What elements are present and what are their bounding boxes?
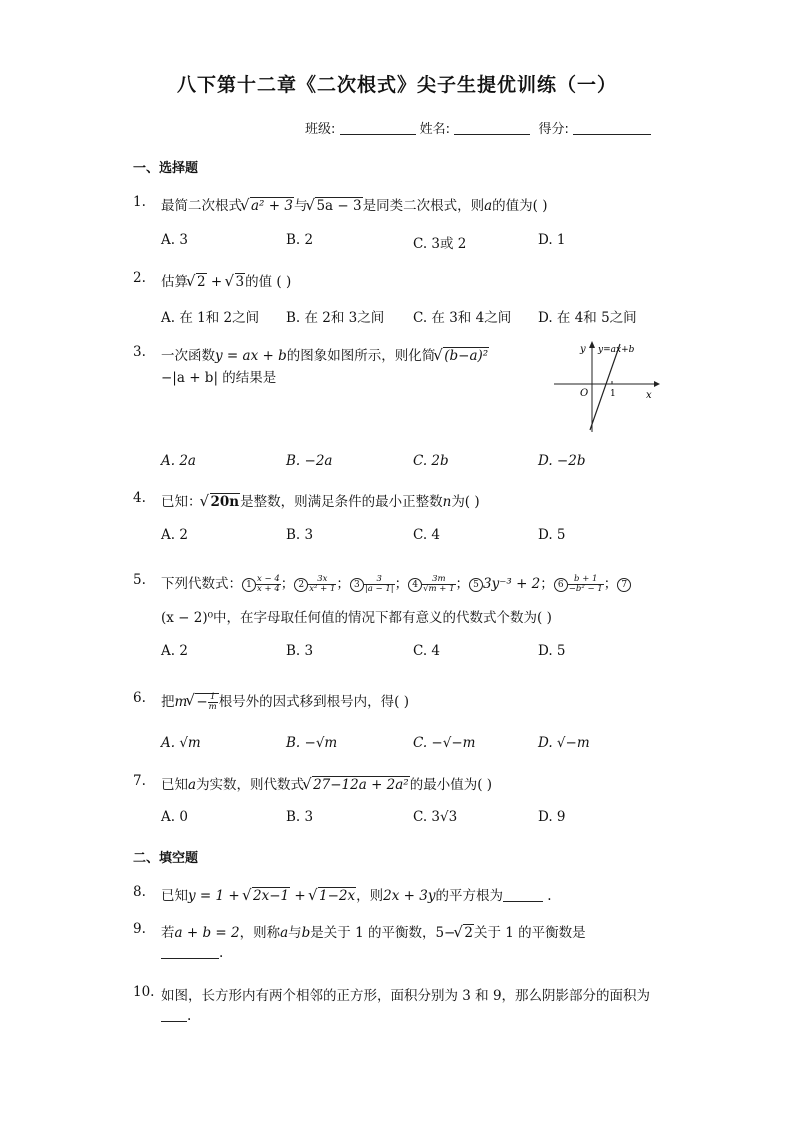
option-c[interactable]: C. 4 bbox=[413, 643, 441, 659]
question-text: 一次函数y = ax + b的图象如图所示，则化简√ (b−a)² bbox=[161, 344, 489, 364]
sqrt-icon: √ a² + 3 bbox=[242, 198, 294, 214]
name-label: 姓名: bbox=[419, 122, 451, 137]
circled-number-icon: 3 bbox=[350, 578, 364, 592]
question-text: 估算√ 2 + √ 3的值 ( ) bbox=[161, 270, 291, 290]
question-number: 1. bbox=[133, 194, 146, 210]
sqrt-icon: √ 2x−1 bbox=[244, 888, 290, 904]
sqrt-icon: √ 1−2x bbox=[310, 888, 356, 904]
circled-number-icon: 7 bbox=[617, 578, 631, 592]
sqrt-icon: √ 2 bbox=[455, 925, 474, 941]
question-text: 若a + b = 2，则称a与b是关于 1 的平衡数，5−√ 2关于 1 的平衡数是 bbox=[161, 921, 586, 941]
option-d[interactable]: D. 5 bbox=[538, 527, 566, 543]
section-choice: 一、选择题 bbox=[133, 161, 199, 176]
option-a[interactable]: A. 在 1和 2之间 bbox=[161, 310, 260, 326]
option-c[interactable]: C. 3√3 bbox=[413, 809, 458, 825]
sqrt-icon: √ (b−a)² bbox=[435, 348, 489, 364]
circled-number-icon: 5 bbox=[469, 578, 483, 592]
option-c[interactable]: C. 3或 2 bbox=[413, 236, 467, 252]
sqrt-icon: √ 2 bbox=[188, 274, 207, 290]
question-number: 7. bbox=[133, 773, 146, 789]
section-fill: 二、填空题 bbox=[133, 851, 199, 866]
answer-blank[interactable] bbox=[161, 946, 219, 959]
option-a[interactable]: A. 0 bbox=[161, 809, 188, 825]
question-text: 把m√ − $\frac{1}{m}$ 根号外的因式移到根号内，得( ) bbox=[161, 690, 409, 712]
question-text: 下列代数式： 1 $\frac{x - 4}{x + 4}$ ； 2 $\frac{3x}{\text{x² + 1}}$ ； 3 $\frac{3}{|a - 1|}$ ； 4 $\frac{3m}{√m + 1}$ ； 5 3y⁻³ + 2； 6 $\frac{b + 1}{\text{−b² − 1}}$ ； 7 bbox=[161, 572, 631, 594]
x-axis-arrow-icon bbox=[654, 381, 660, 387]
class-blank[interactable] bbox=[340, 121, 416, 135]
option-b[interactable]: B. −√m bbox=[286, 735, 338, 751]
sqrt-icon: √ 27−12a + 2a² bbox=[304, 777, 410, 793]
question-text: 如图，长方形内有两个相邻的正方形，面积分别为 3 和 9，那么阴影部分的面积为 bbox=[161, 988, 651, 1004]
origin-label: O bbox=[580, 388, 589, 399]
info-line bbox=[305, 118, 651, 137]
option-d[interactable]: D. −2b bbox=[538, 453, 586, 469]
option-d[interactable]: D. 5 bbox=[538, 643, 566, 659]
question-text: 最简二次根式√ a² + 3与√ 5a − 3是同类二次根式，则a的值为( ) bbox=[161, 194, 547, 214]
option-d[interactable]: D. √−m bbox=[538, 735, 590, 751]
sqrt-icon: √ 5a − 3 bbox=[307, 198, 362, 214]
circled-number-icon: 2 bbox=[294, 578, 308, 592]
option-a[interactable]: A. 3 bbox=[161, 232, 188, 248]
option-d[interactable]: D. 在 4和 5之间 bbox=[538, 310, 637, 326]
function-line bbox=[590, 344, 620, 430]
option-c[interactable]: C. 4 bbox=[413, 527, 441, 543]
circled-number-icon: 6 bbox=[554, 578, 568, 592]
option-c[interactable]: C. −√−m bbox=[413, 735, 476, 751]
question-number: 4. bbox=[133, 490, 146, 506]
question-number: 10. bbox=[133, 984, 155, 1000]
circled-number-icon: 1 bbox=[242, 578, 256, 592]
option-b[interactable]: B. 2 bbox=[286, 232, 314, 248]
option-b[interactable]: B. 在 2和 3之间 bbox=[286, 310, 385, 326]
question-number: 5. bbox=[133, 572, 146, 588]
option-b[interactable]: B. 3 bbox=[286, 809, 314, 825]
page-title: 八下第十二章《二次根式》尖子生提优训练（一） bbox=[176, 74, 617, 96]
score-label: 得分: bbox=[538, 122, 569, 137]
option-c[interactable]: C. 在 3和 4之间 bbox=[413, 310, 512, 326]
circled-number-icon: 4 bbox=[408, 578, 422, 592]
score-blank[interactable] bbox=[573, 121, 651, 135]
name-blank[interactable] bbox=[454, 121, 530, 135]
class-label: 班级: bbox=[305, 122, 336, 137]
linear-function-graph bbox=[550, 340, 660, 435]
option-a[interactable]: A. 2 bbox=[161, 643, 188, 659]
tick-label: 1 bbox=[610, 389, 616, 399]
question-number: 2. bbox=[133, 270, 146, 286]
sqrt-icon: √ 20n bbox=[202, 494, 241, 510]
question-text: 已知y = 1 + √ 2x−1 + √ 1−2x，则2x + 3y的平方根为 . bbox=[161, 884, 552, 904]
option-b[interactable]: B. 3 bbox=[286, 643, 314, 659]
question-number: 3. bbox=[133, 344, 146, 360]
question-10-line2: . bbox=[161, 1008, 191, 1024]
question-5-line2: (x − 2)⁰中，在字母取任何值的情况下都有意义的代数式个数为( ) bbox=[161, 610, 552, 626]
option-d[interactable]: D. 1 bbox=[538, 232, 566, 248]
line-label: y=ax+b bbox=[598, 345, 635, 355]
question-text: 已知：√ 20n是整数，则满足条件的最小正整数n为( ) bbox=[161, 490, 480, 510]
question-3-line2: −|a + b| 的结果是 bbox=[161, 370, 277, 386]
answer-blank[interactable] bbox=[503, 889, 543, 902]
option-a[interactable]: A. 2a bbox=[161, 453, 196, 469]
question-9-line2: . bbox=[161, 945, 223, 961]
y-axis-label: y bbox=[580, 344, 586, 355]
question-number: 8. bbox=[133, 884, 146, 900]
sqrt-icon: √ 3 bbox=[227, 274, 246, 290]
option-b[interactable]: B. 3 bbox=[286, 527, 314, 543]
question-text: 已知a为实数，则代数式√ 27−12a + 2a²的最小值为( ) bbox=[161, 773, 492, 793]
answer-blank[interactable] bbox=[161, 1009, 187, 1022]
question-number: 6. bbox=[133, 690, 146, 706]
y-axis-arrow-icon bbox=[589, 341, 595, 348]
option-a[interactable]: A. √m bbox=[161, 735, 201, 751]
x-axis-label: x bbox=[646, 390, 652, 401]
option-c[interactable]: C. 2b bbox=[413, 453, 449, 469]
option-d[interactable]: D. 9 bbox=[538, 809, 566, 825]
option-b[interactable]: B. −2a bbox=[286, 453, 333, 469]
question-number: 9. bbox=[133, 921, 146, 937]
option-a[interactable]: A. 2 bbox=[161, 527, 188, 543]
sqrt-icon: √ − $\frac{1}{m}$ bbox=[187, 693, 218, 712]
